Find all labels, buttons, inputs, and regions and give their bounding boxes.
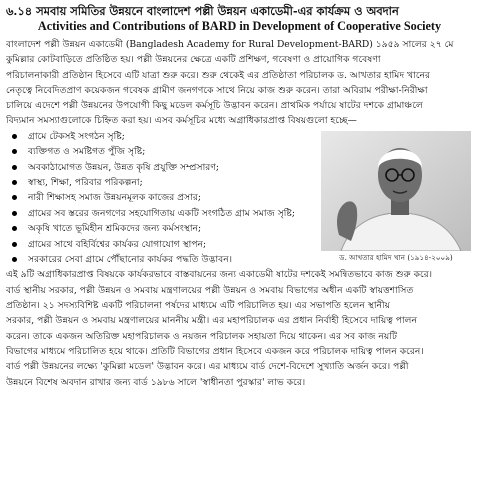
list-item-text: ব্যক্তিগত ও সমষ্টিগত পুঁজি সৃষ্টি; [28, 146, 146, 158]
bullets-and-photo [6, 129, 473, 268]
portrait-figure [321, 131, 471, 263]
list-item [6, 206, 322, 221]
portrait-image [321, 131, 471, 251]
section-heading-english: Activities and Contributions of BARD in Development of Cooperative Society [37, 19, 442, 33]
list-item [6, 252, 322, 267]
paragraph-line: বাংলাদেশ পল্লী উন্নয়ন একাডেমী (Bangladesh Academy for Rural Development-BARD) ১৯৫৯ সালের ২৭ মে [6, 39, 454, 50]
list-item [6, 190, 322, 205]
bullet-icon [12, 211, 17, 216]
portrait-caption: ড. আখতার হামিদ খান (১৯১৪-২০০৯) [339, 252, 453, 262]
paragraph-line: নেতৃত্বে নিবেদিতপ্রাণ কয়েকজন গবেষক গ্রামীণ জনগণকে সাথে নিয়ে কাজ শুরু করেন। তারা অবিরাম পরীক্ষা-নিরীক্ষা [6, 84, 428, 96]
bullet-icon [12, 257, 17, 262]
section-heading-bengali: ৬.১৪ সমবায় সমিতির উন্নয়নে বাংলাদেশ পল্লী উন্নয়ন একাডেমী-এর কার্যক্রম ও অবদান [6, 4, 399, 18]
list-item [6, 237, 322, 252]
list-item-text: গ্রামের সাথে বহির্বিশ্বের কার্যকর যোগাযোগ স্থাপন; [28, 238, 207, 250]
priority-list [6, 129, 322, 268]
paragraph-line: এই ৯টি অগ্রাধিকারপ্রাপ্ত বিষয়কে কার্যকরভাবে বাস্তবায়নের জন্য একাডেমী ষাটের দশকেই সমন্বিতভাবে কাজ শুরু করে। [6, 269, 433, 281]
paragraph-line: বার্ড পল্লী উন্নয়নের লক্ষ্যে 'কুমিল্লা মডেল' উদ্ভাবন করে। এর মাধ্যমে বার্ড দেশে-বিদেশে সুখ্যাতি অর্জন করে। পল্লী [6, 361, 409, 373]
paragraph-line: কুমিল্লার কোটবাড়িতে প্রতিষ্ঠিত হয়। পল্লী উন্নয়নের ক্ষেত্রে একটি প্রশিক্ষণ, গবেষণা ও প্রায়োগিক গবেষণা [6, 54, 381, 66]
list-item-text: সরকারের সেবা গ্রামে পৌঁছানোর কার্যকর পদ্ধতি উদ্ভাবন। [28, 254, 232, 266]
list-item-text: গ্রামের সব স্তরের জনগণের সহযোগিতায় একটি সংগঠিত গ্রাম সমাজ সৃষ্টি; [28, 207, 295, 219]
paragraph-line: সরকার, পল্লী উন্নয়ন ও সমবায় মন্ত্রণালয়ের মাননীয় মন্ত্রী। এর মহাপরিচালক এর প্রধান নির্বাহী হিসেবে দায়িত্ব পালন [6, 315, 418, 327]
paragraph-line: চালিয়ে এদেশে পল্লী উন্নয়নের উপযোগী কিছু মডেল কর্মসূচি উদ্ভাবন করেন। প্রাথমিক পর্যায়ে ষাটের দশকে গ্রামাঞ্চলে [6, 100, 423, 112]
paragraph-line: বিভাগের মাধ্যমে পরিচালিত হয়ে থাকে। প্রতিটি বিভাগের প্রধান হিসেবে একজন করে পরিচালক দায়িত্ব পালন করেন। [6, 345, 424, 357]
paragraph-line: পরিচালনাকারী প্রতিষ্ঠান হিসেবে এটি যাত্রা শুরু করে। শুরু থেকেই এর প্রতিষ্ঠাতা পরিচালক ড. আখতার হামিদ খানের [6, 69, 431, 81]
bullet-icon [12, 165, 17, 170]
paragraph-line: বিদ্যমান সমস্যাগুলোকে চিহ্নিত করা হয়। এসব কর্মসূচির মধ্যে অগ্রাধিকারপ্রাপ্ত বিষয়গুলো হচ্ছে— [6, 115, 357, 127]
list-item-text: স্বাস্থ্য, শিক্ষা, পরিবার পরিকল্পনা; [28, 177, 143, 188]
paragraph-line: বার্ড স্থানীয় সরকার, পল্লী উন্নয়ন ও সমবায় মন্ত্রণালয়ের পল্লী উন্নয়ন ও সমবায় বিভাগের অধীন একটি স্বায়ত্তশাসিত [6, 284, 414, 296]
list-item-text: অকৃষি খাতে ভূমিহীন শ্রমিকদের জন্য কর্মসংস্থান; [28, 223, 202, 235]
list-item-text: অবকাঠামোগত উন্নয়ন, উন্নত কৃষি প্রযুক্তি সম্প্রসারণ; [28, 161, 219, 173]
list-item [6, 175, 322, 190]
paragraph-line: উন্নয়নে বিশেষ অবদান রাখার জন্য বার্ড ১৯৮৬ সালে 'স্বাধীনতা পুরস্কার' লাভ করে। [6, 376, 306, 388]
list-item-text: নারী শিক্ষাসহ সমাজ উন্নয়নমূলক কাজের প্রসার; [28, 192, 202, 204]
list-item [6, 160, 322, 175]
list-item-text: গ্রামে টেকসই সংগঠন সৃষ্টি; [28, 130, 125, 142]
portrait-photo [321, 131, 471, 251]
bullet-icon [12, 195, 17, 200]
intro-paragraph [6, 37, 473, 129]
bullet-icon [12, 134, 17, 139]
bullet-icon [12, 180, 17, 185]
paragraph-line: প্রতিষ্ঠান। ২১ সদস্যবিশিষ্ট একটি পরিচালনা পর্ষদের মাধ্যমে এটি পরিচালিত হয়। এর সভাপতি হলেন স্থানীয় [6, 300, 391, 312]
paragraph-line: করেন। তাকে একজন অতিরিক্ত মহাপরিচালক ও নয়জন পরিচালক সহায়তা দিয়ে থাকেন। এর সব কাজ নয়টি [6, 330, 397, 342]
list-item [6, 221, 322, 236]
list-item [6, 129, 322, 144]
bullet-icon [12, 149, 17, 154]
bullet-icon [12, 242, 17, 247]
closing-paragraph [6, 267, 473, 389]
bullet-icon [12, 226, 17, 231]
list-item [6, 144, 322, 159]
